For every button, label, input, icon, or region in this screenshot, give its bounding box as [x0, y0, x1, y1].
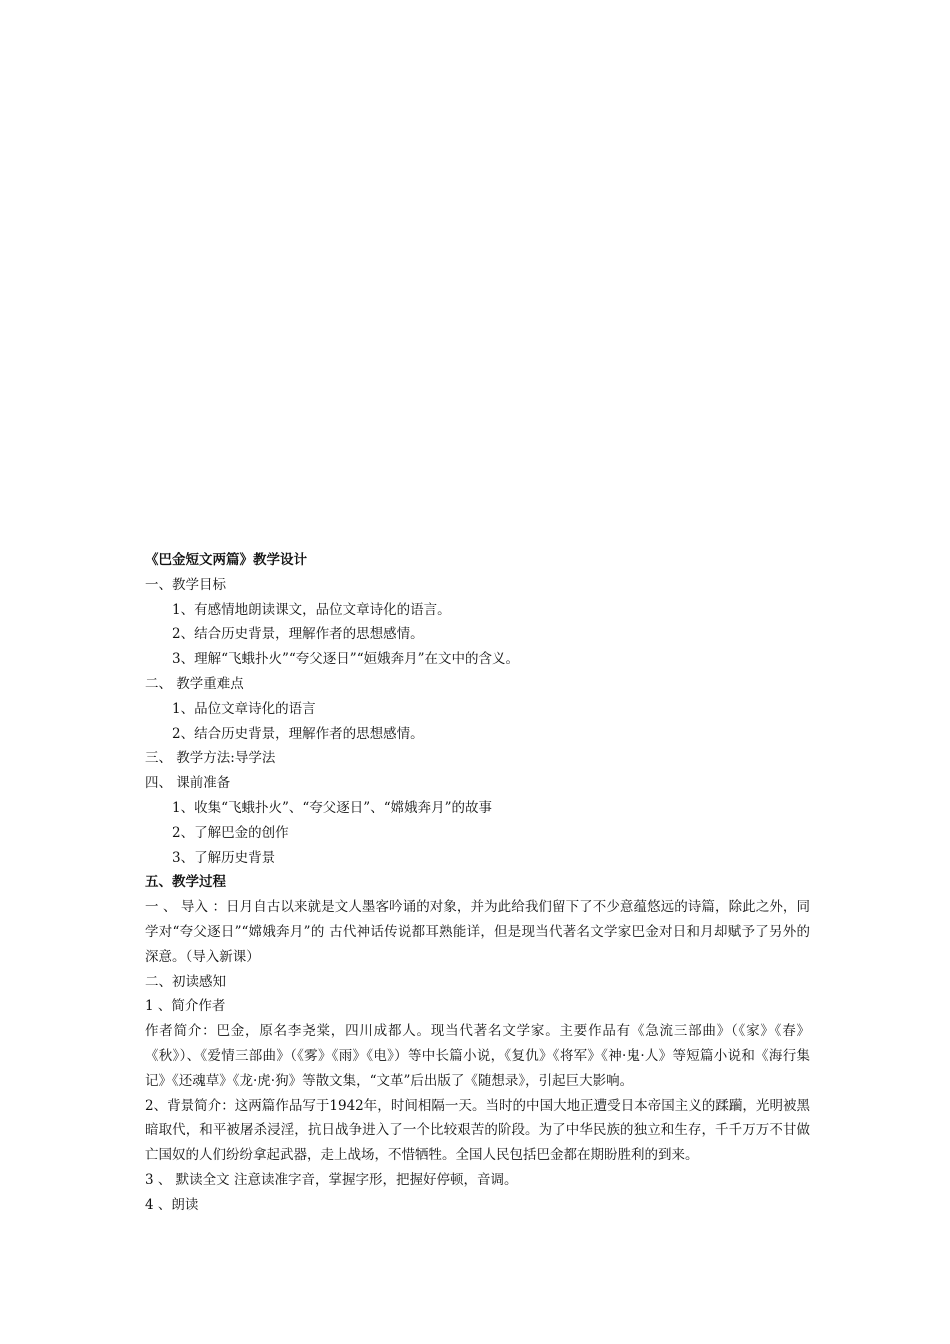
goal-item-3: 3、理解“飞蛾扑火”“夸父逐日”“姮娥奔月”在文中的含义。 — [172, 651, 519, 668]
section-heading-goals: 一、教学目标 — [145, 576, 226, 593]
preparation-item-3: 3、了解历史背景 — [172, 849, 276, 866]
section-heading-process: 五、教学过程 — [145, 874, 226, 891]
background-paragraph: 2、背景简介：这两篇作品写于1942年，时间相隔一天。当时的中国大地正遭受日本帝国主义的蹂躏，光明被黑暗取代，和平被屠杀浸淫，抗日战争进入了一个比较艰苦的阶段。为了中华民族的独立和生存，千千万万不甘做亡国奴的人们纷纷拿起武器，走上战场，不惜牺牲。全国人民包括巴金都在期盼胜利的到来。 — [145, 1097, 810, 1164]
first-reading-heading: 二、初读感知 — [145, 973, 226, 990]
goal-item-1: 1、有感情地朗读课文，品位文章诗化的语言。 — [172, 601, 451, 618]
key-point-item-2: 2、结合历史背景，理解作者的思想感情。 — [172, 725, 424, 742]
section-heading-method: 三、 教学方法:导学法 — [145, 750, 276, 767]
silent-reading-line: 3 、 默读全文 注意读准字音，掌握字形，把握好停顿，音调。 — [145, 1171, 518, 1188]
goal-item-2: 2、结合历史背景，理解作者的思想感情。 — [172, 626, 424, 643]
section-heading-key-points: 二、 教学重难点 — [145, 675, 244, 692]
author-heading: 1 、简介作者 — [145, 998, 226, 1015]
key-point-item-1: 1、品位文章诗化的语言 — [172, 700, 316, 717]
author-paragraph: 作者简介：巴金，原名李尧棠，四川成都人。现当代著名文学家。主要作品有《急流三部曲》（《家》《春》《秋》）、《爱情三部曲》（《雾》《雨》《电》）等中长篇小说，《复仇》《将军》《神·鬼·人》等短篇小说和《海行集记》《还魂草》《龙·虎·狗》等散文集，“文革”后出版了《随想录》，引起巨大影响。 — [145, 1023, 810, 1089]
section-heading-preparation: 四、 课前准备 — [145, 775, 231, 792]
read-aloud-line: 4 、朗读 — [145, 1196, 199, 1213]
document-body — [145, 548, 810, 1218]
preparation-item-1: 1、收集“飞蛾扑火”、“夸父逐日”、“嫦娥奔月”的故事 — [172, 799, 492, 816]
document-title: 《巴金短文两篇》教学设计 — [145, 552, 307, 568]
preparation-item-2: 2、了解巴金的创作 — [172, 824, 289, 841]
intro-paragraph: 一 、 导入 ：日月自古以来就是文人墨客吟诵的对象，并为此给我们留下了不少意蕴悠远的诗篇，除此之外，同学对“夸父逐日”“嫦娥奔月”的 古代神话传说都耳熟能详，但是现当代著名文学家巴金对日和月却赋予了另外的深意。（导入新课） — [145, 899, 810, 965]
